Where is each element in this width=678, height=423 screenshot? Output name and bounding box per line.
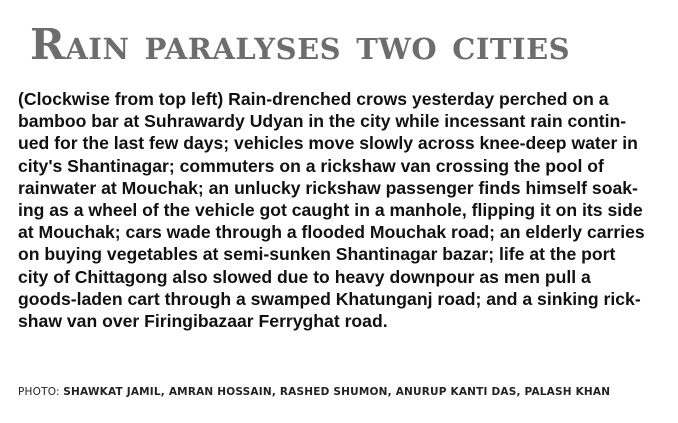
caption-line: shaw van over Firingibazaar Ferryghat road. [18,311,388,332]
photo-credit-label: PHOTO: [18,386,64,398]
caption-line: on buying vegetables at semi-sunken Shantinagar bazar; life at the port [18,244,616,265]
caption-line: at Mouchak; cars wade through a flooded Mouchak road; an elderly carries [18,222,645,243]
caption-line: city of Chittagong also slowed due to heavy downpour as men pull a [18,266,591,287]
photo-caption [18,88,668,332]
caption-line: bamboo bar at Suhrawardy Udyan in the city while incessant rain contin- [18,111,627,132]
photo-credit [18,385,658,400]
caption-line: ing as a wheel of the vehicle got caught in a manhole, flipping it on its side [18,200,643,221]
caption-line: goods-laden cart through a swamped Khatunganj road; and a sinking rick- [18,288,641,309]
photo-credit-names: SHAWKAT JAMIL, AMRAN HOSSAIN, RASHED SHUMON, ANURUP KANTI DAS, PALASH KHAN [63,386,611,398]
caption-line: city's Shantinagar; commuters on a rickshaw van crossing the pool of [18,155,604,176]
headline: Rain paralyses two cities [30,20,571,69]
caption-line: (Clockwise from top left) Rain-drenched crows yesterday perched on a [18,89,609,109]
caption-line: rainwater at Mouchak; an unlucky rickshaw passenger finds himself soak- [18,177,638,198]
caption-line: ued for the last few days; vehicles move slowly across knee-deep water in [18,133,638,154]
